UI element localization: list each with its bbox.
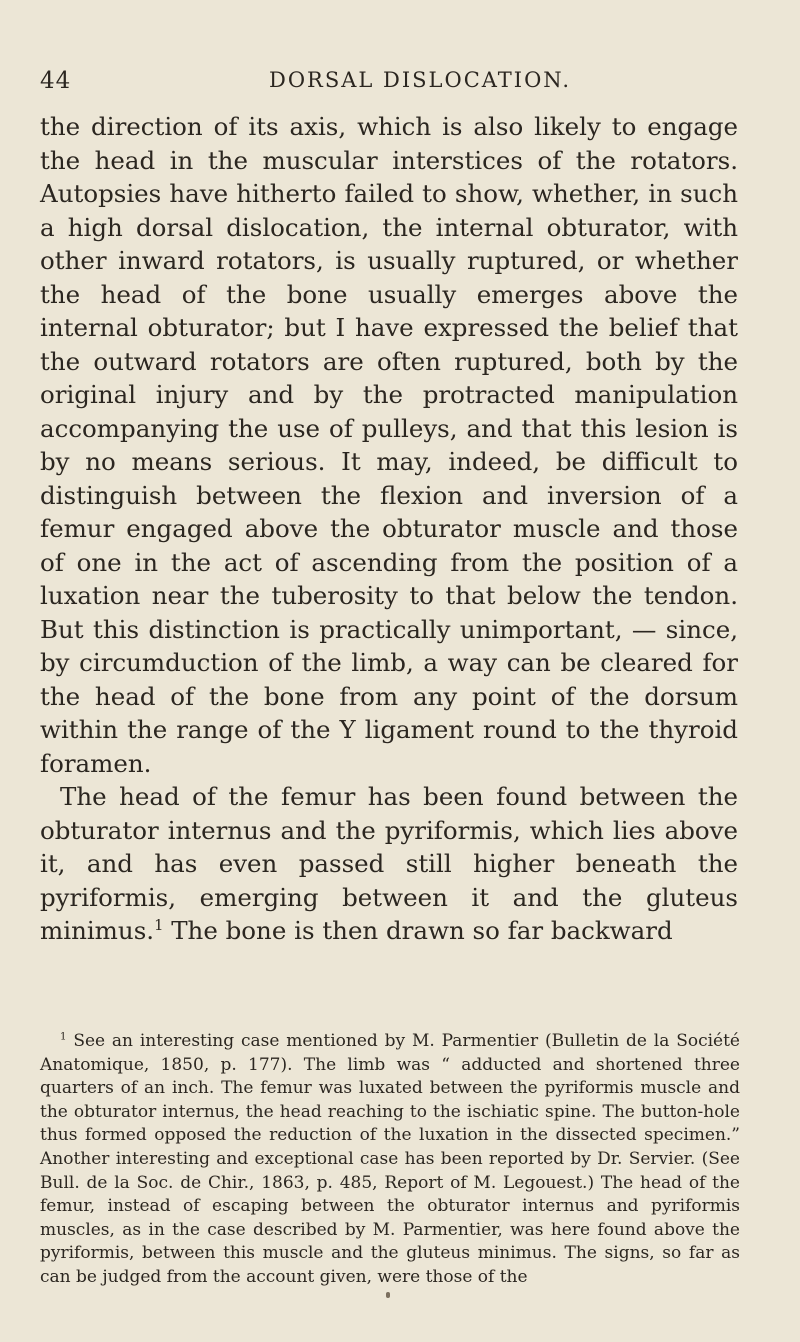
footnote-marker: 1	[60, 1031, 67, 1043]
page-header	[40, 68, 740, 98]
page-number: 44	[40, 68, 72, 94]
body-text	[40, 110, 738, 948]
footnote-text: See an interesting case mentioned by M. Parmentier (Bulletin de la Société Anatomique, 1850, p. 177). The limb was “ adducted and shortened three quarters of an inch. The femur was luxated between the pyriformis muscle and the obturator internus, the head reaching to the ischiatic spine. The button-hole thus formed opposed the reduction of the luxation in the dissected specimen.” Another interesting and exceptional case has been reported by Dr. Servier. (See Bull. de la Soc. de Chir., 1863, p. 485, Report of M. Legouest.) The head of the femur, instead of escaping between the obturator internus and pyriformis muscles, as in the case described by M. Parmentier, was here found above the pyriformis, between this muscle and the gluteus minimus. The signs, so far as can be judged from the account given, were those of the	[40, 1031, 740, 1287]
paragraph-1: the direction of its axis, which is also likely to engage the head in the muscular interstices of the rotators. Autopsies have hitherto failed to show, whether, in such a high dorsal dislocation, the internal obturator, with other inward rotators, is usually ruptured, or whether the head of the bone usually emerges above the internal obturator; but I have expressed the belief that the outward rotators are often ruptured, both by the original injury and by the protracted manipulation accompanying the use of pulleys, and that this lesion is by no means serious. It may, indeed, be difficult to distinguish between the flexion and inversion of a femur engaged above the obturator muscle and those of one in the act of ascending from the position of a luxation near the tuberosity to that below the tendon. But this distinction is practically unimportant, — since, by circumduction of the limb, a way can be cleared for the head of the bone from any point of the dorsum within the range of the Y ligament round to the thyroid foramen.	[40, 112, 738, 778]
footnote-reference: 1	[154, 916, 164, 934]
paragraph-2-text: The head of the femur has been found between the obturator internus and the pyriformis, which lies above it, and has even passed still higher beneath the pyriformis, emerging between it and the gluteus minimus.	[40, 782, 738, 945]
print-speck	[386, 1292, 390, 1298]
footnote-1	[40, 1030, 740, 1290]
footnotes	[40, 1030, 740, 1290]
running-title: DORSAL DISLOCATION.	[268, 68, 572, 92]
paragraph-2	[40, 780, 738, 948]
paragraph-2-end: The bone is then drawn so far backward	[163, 916, 673, 945]
